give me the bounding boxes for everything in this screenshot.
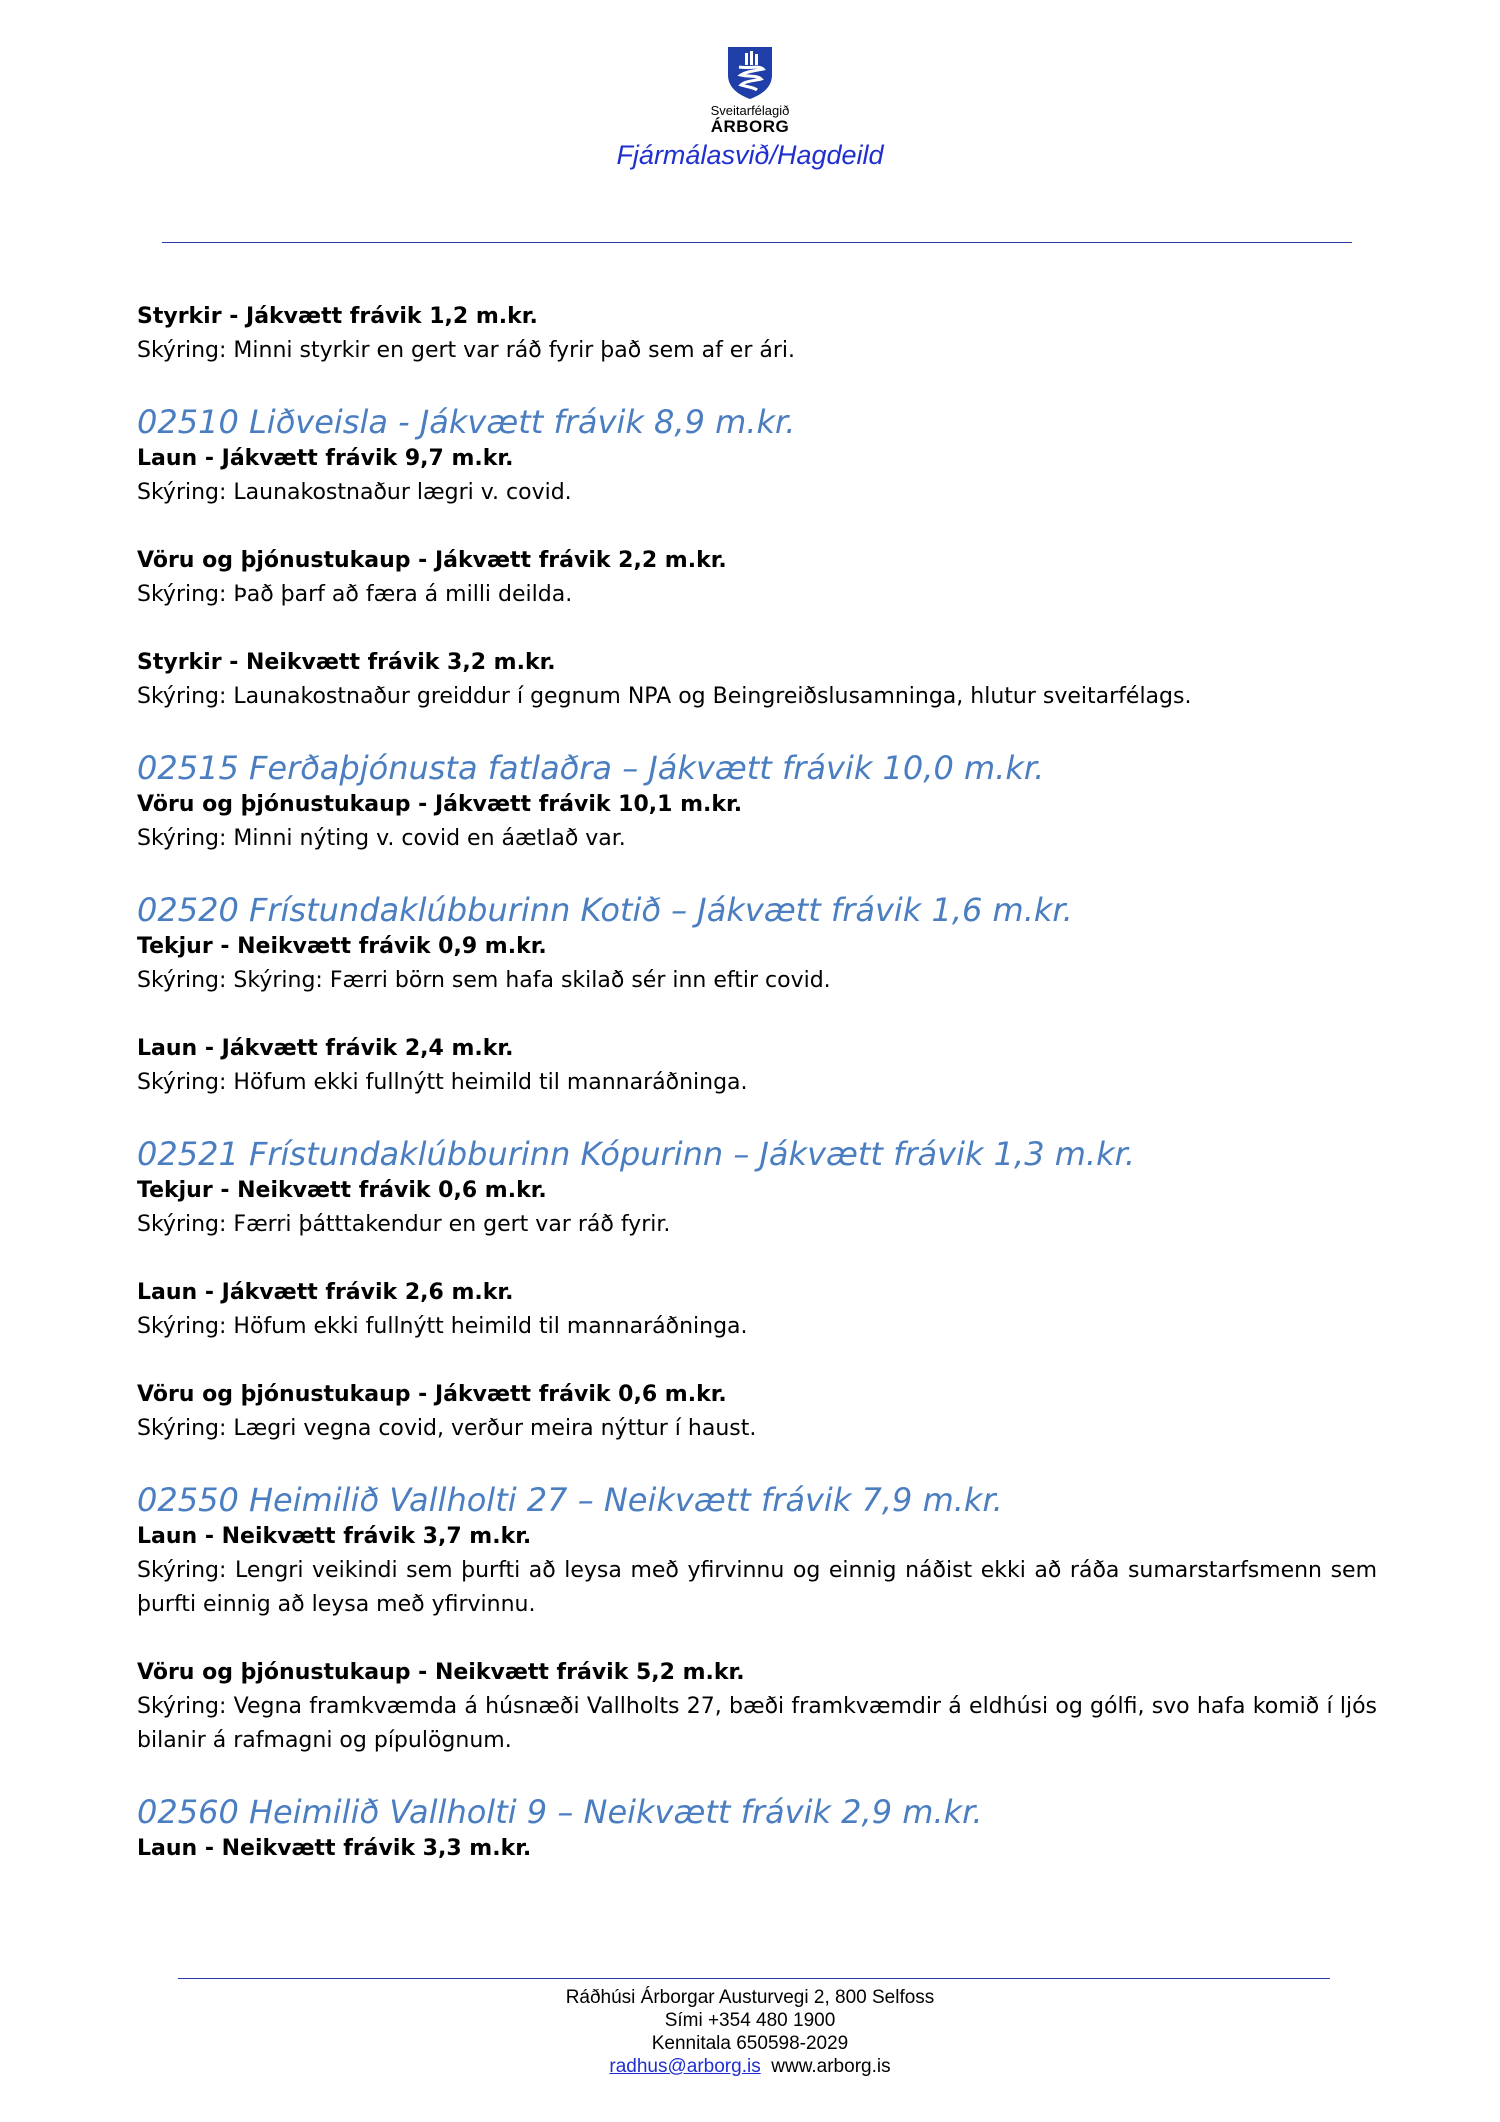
footer-website: www.arborg.is <box>771 2056 891 2077</box>
block-label: Tekjur - Neikvætt frávik 0,6 m.kr. <box>137 1178 547 1203</box>
section-02521-block-3 <box>137 1378 1377 1446</box>
footer-contact-line <box>0 2055 1500 2078</box>
department-title: Fjármálasvið/Hagdeild <box>616 140 884 170</box>
block-label: Vöru og þjónustukaup - Jákvætt frávik 2,2 m.kr. <box>137 548 727 573</box>
block-explanation: Skýring: Lægri vegna covid, verður meira nýttur í haust. <box>137 1416 757 1441</box>
header-divider <box>162 242 1352 243</box>
block-label: Vöru og þjónustukaup - Jákvætt frávik 10,1 m.kr. <box>137 792 743 817</box>
block-label: Tekjur - Neikvætt frávik 0,9 m.kr. <box>137 934 547 959</box>
footer-address: Ráðhúsi Árborgar Austurvegi 2, 800 Selfoss <box>565 1987 935 2008</box>
block-explanation: Skýring: Höfum ekki fullnýtt heimild til mannaráðninga. <box>137 1314 748 1339</box>
section-02510-block-2 <box>137 544 1377 612</box>
section-title-02510: 02510 Liðveisla - Jákvætt frávik 8,9 m.kr. <box>137 403 796 441</box>
section-02521-block-2 <box>137 1276 1377 1344</box>
block-label: Styrkir - Neikvætt frávik 3,2 m.kr. <box>137 650 556 675</box>
section-02510-block-3 <box>137 646 1377 714</box>
intro-explanation: Skýring: Minni styrkir en gert var ráð fyrir það sem af er ári. <box>137 338 796 363</box>
section-02520-block-1 <box>137 930 1377 998</box>
block-label: Vöru og þjónustukaup - Neikvætt frávik 5,2 m.kr. <box>137 1660 745 1685</box>
block-explanation: Skýring: Það þarf að færa á milli deilda. <box>137 582 573 607</box>
block-explanation: Skýring: Skýring: Færri börn sem hafa skilað sér inn eftir covid. <box>137 968 831 993</box>
section-title-02560: 02560 Heimilið Vallholti 9 – Neikvætt frávik 2,9 m.kr. <box>137 1793 983 1831</box>
section-02560-block-1 <box>137 1832 1377 1866</box>
footer-email-link[interactable]: radhus@arborg.is <box>609 2056 761 2077</box>
block-label: Laun - Jákvætt frávik 2,4 m.kr. <box>137 1036 514 1061</box>
section-02510-block-1 <box>137 442 1377 510</box>
intro-block <box>137 300 1377 368</box>
footer-kennitala: Kennitala 650598-2029 <box>651 2033 849 2054</box>
block-explanation: Skýring: Launakostnaður lægri v. covid. <box>137 480 572 505</box>
section-02550-block-2 <box>137 1656 1377 1758</box>
block-explanation: Skýring: Launakostnaður greiddur í gegnum NPA og Beingreiðslusamninga, hlutur sveitarfélags. <box>137 684 1192 709</box>
block-explanation: Skýring: Færri þátttakendur en gert var ráð fyrir. <box>137 1212 671 1237</box>
block-label: Laun - Neikvætt frávik 3,3 m.kr. <box>137 1836 532 1861</box>
logo-line2: ÁRBORG <box>710 117 790 136</box>
section-title-02521: 02521 Frístundaklúbburinn Kópurinn – Jákvætt frávik 1,3 m.kr. <box>137 1135 1135 1173</box>
block-label: Vöru og þjónustukaup - Jákvætt frávik 0,6 m.kr. <box>137 1382 727 1407</box>
section-title-02520: 02520 Frístundaklúbburinn Kotið – Jákvætt frávik 1,6 m.kr. <box>137 891 1073 929</box>
block-label: Laun - Neikvætt frávik 3,7 m.kr. <box>137 1524 532 1549</box>
block-explanation: Skýring: Minni nýting v. covid en áætlað var. <box>137 826 626 851</box>
block-label: Laun - Jákvætt frávik 9,7 m.kr. <box>137 446 514 471</box>
section-title-02550: 02550 Heimilið Vallholti 27 – Neikvætt frávik 7,9 m.kr. <box>137 1481 1003 1519</box>
page-header <box>0 45 1500 171</box>
section-title-02515: 02515 Ferðaþjónusta fatlaðra – Jákvætt frávik 10,0 m.kr. <box>137 749 1045 787</box>
document-body <box>137 300 1377 1900</box>
logo-line1: Sveitarfélagið <box>710 103 790 118</box>
page-footer <box>0 1986 1500 2078</box>
footer-divider <box>178 1978 1330 1979</box>
footer-phone: Sími +354 480 1900 <box>664 2010 836 2031</box>
block-explanation: Skýring: Lengri veikindi sem þurfti að leysa með yfirvinnu og einnig náðist ekki að ráða sumarstarfsmenn sem þurfti einnig að leysa með yfirvinnu. <box>137 1558 1377 1617</box>
section-02550-block-1 <box>137 1520 1377 1622</box>
section-02521-block-1 <box>137 1174 1377 1242</box>
arborg-crest-icon <box>725 45 775 100</box>
block-explanation: Skýring: Höfum ekki fullnýtt heimild til mannaráðninga. <box>137 1070 748 1095</box>
block-explanation: Skýring: Vegna framkvæmda á húsnæði Vallholts 27, bæði framkvæmdir á eldhúsi og gólfi, svo hafa komið í ljós bilanir á rafmagni og pípulögnum. <box>137 1694 1377 1753</box>
intro-label: Styrkir - Jákvætt frávik 1,2 m.kr. <box>137 304 538 329</box>
section-02515-block-1 <box>137 788 1377 856</box>
block-label: Laun - Jákvætt frávik 2,6 m.kr. <box>137 1280 514 1305</box>
section-02520-block-2 <box>137 1032 1377 1100</box>
